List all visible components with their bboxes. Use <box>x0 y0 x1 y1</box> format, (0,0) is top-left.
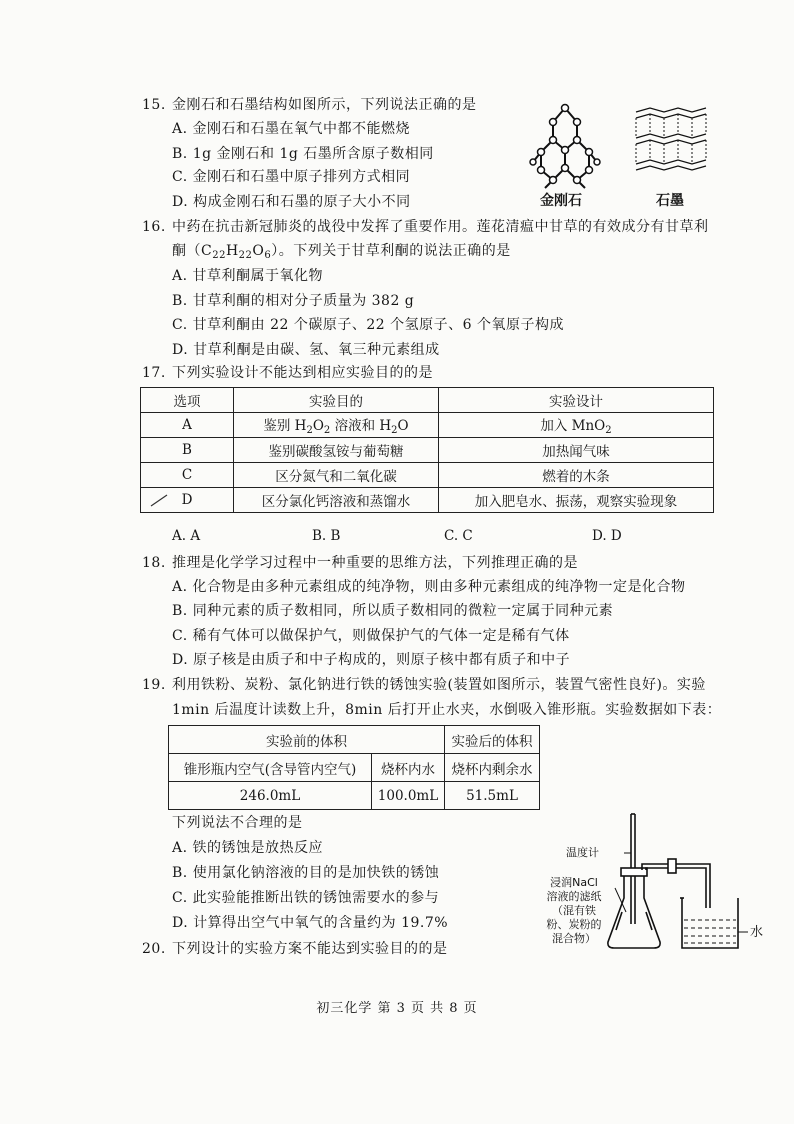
q16-sub-o: 6 <box>264 250 272 261</box>
page-footer: 初三化学 第 3 页 共 8 页 <box>316 1001 478 1016</box>
q18-option-a: A. 化合物是由多种元素组成的纯净物，则由多种元素组成的纯净物一定是化合物 <box>172 579 686 595</box>
row-b-aim: 鉴别碳酸氢铵与葡萄糖 <box>234 438 439 463</box>
q18-text: 推理是化学学习过程中一种重要的思维方法，下列推理正确的是 <box>172 555 578 571</box>
header-before: 实验前的体积 <box>169 726 445 754</box>
q16-stem-line1 <box>142 216 709 238</box>
q16-sub-c: 22 <box>212 250 226 261</box>
q16-text-line1: 中药在抗击新冠肺炎的战役中发挥了重要作用。莲花清瘟中甘草的有效成分有甘草利 <box>172 219 709 235</box>
q15-option-b: B. 1g 金刚石和 1g 石墨所含原子数相同 <box>172 146 434 162</box>
row-b-design: 加热闻气味 <box>439 438 714 463</box>
q19-option-d: D. 计算得出空气中氧气的含量约为 19.7% <box>172 915 449 931</box>
q20-number: 20. <box>142 941 166 957</box>
row-a-design: 加入 MnO$_2$ <box>439 413 714 438</box>
graphite-structure-figure <box>630 104 712 186</box>
graphite-label: 石墨 <box>656 193 684 209</box>
q15-number: 15. <box>142 97 166 113</box>
q17-table <box>140 387 714 513</box>
q15-option-d: D. 构成金刚石和石墨的原子大小不同 <box>172 194 411 210</box>
val-flask-air: 246.0mL <box>169 782 372 810</box>
q17-text: 下列实验设计不能达到相应实验目的的是 <box>172 365 433 381</box>
q16-number: 16. <box>142 219 166 235</box>
row-b-option: B <box>141 438 234 463</box>
table-row <box>141 463 714 488</box>
val-remaining-water: 51.5mL <box>445 782 540 810</box>
q16-stem-line2 <box>172 240 511 267</box>
q19-number: 19. <box>142 677 166 693</box>
header-aim: 实验目的 <box>234 388 439 413</box>
q19-option-b: B. 使用氯化钠溶液的目的是加快铁的锈蚀 <box>172 865 440 881</box>
q16-option-c: C. 甘草利酮由 22 个碳原子、22 个氢原子、6 个氧原子构成 <box>172 317 564 333</box>
col-remaining-water: 烧杯内剩余水 <box>445 754 540 782</box>
q16-formula-pre: 酮（C <box>172 243 213 259</box>
q18-number: 18. <box>142 555 166 571</box>
row-a-aim: 鉴别 $H_2O_2$ 溶液和 $H_2O$ <box>234 413 439 438</box>
label-water: 水 <box>750 925 764 940</box>
q19-option-c: C. 此实验能推断出铁的锈蚀需要水的参与 <box>172 890 440 906</box>
q18-stem <box>142 552 578 574</box>
q16-option-d: D. 甘草利酮是由碳、氢、氧三种元素组成 <box>172 342 440 358</box>
row-a-option: A <box>141 413 234 438</box>
header-after: 实验后的体积 <box>445 726 540 754</box>
label-thermometer: 温度计 <box>566 846 599 859</box>
label-filter-paper: 浸润NaCl 溶液的滤纸 （混有铁 粉、炭粉的 混合物） <box>546 876 602 945</box>
pen-mark-icon <box>149 492 169 508</box>
q19-stem-line1 <box>142 674 706 696</box>
table-row <box>141 488 714 513</box>
q16-sub-h: 22 <box>238 250 253 261</box>
row-d-aim: 区分氯化钙溶液和蒸馏水 <box>234 488 439 513</box>
q15-stem <box>142 94 477 116</box>
table-row <box>169 782 540 810</box>
q15-option-c: C. 金刚石和石墨中原子排列方式相同 <box>172 169 411 185</box>
q19-stem2: 下列说法不合理的是 <box>172 815 303 831</box>
val-beaker-water: 100.0mL <box>372 782 445 810</box>
table-row <box>169 754 540 782</box>
q20-stem <box>142 938 448 960</box>
table-row <box>141 413 714 438</box>
q20-text: 下列设计的实验方案不能达到实验目的的是 <box>172 941 448 957</box>
q17-choice-d: D. D <box>592 528 622 544</box>
col-flask-air: 锥形瓶内空气(含导管内空气) <box>169 754 372 782</box>
header-option: 选项 <box>141 388 234 413</box>
table-header-row <box>169 726 540 754</box>
q19-option-a: A. 铁的锈蚀是放热反应 <box>172 840 324 856</box>
q19-stem-line2: 1min 后温度计读数上升，8min 后打开止水夹，水倒吸入锥形瓶。实验数据如下表： <box>172 702 722 718</box>
q17-stem <box>142 362 433 384</box>
q16-formula-post: ）。下列关于甘草利酮的说法正确的是 <box>271 243 511 259</box>
q18-option-b: B. 同种元素的质子数相同，所以质子数相同的微粒一定属于同种元素 <box>172 603 614 619</box>
q18-option-c: C. 稀有气体可以做保护气，则做保护气的气体一定是稀有气体 <box>172 628 570 644</box>
row-d-option: D <box>141 488 234 513</box>
q16-formula-h: H <box>225 243 239 259</box>
diamond-label: 金刚石 <box>540 193 582 209</box>
q16-option-b: B. 甘草利酮的相对分子质量为 382 g <box>172 293 415 309</box>
rust-experiment-apparatus <box>600 812 750 962</box>
row-c-design: 燃着的木条 <box>439 463 714 488</box>
table-header-row <box>141 388 714 413</box>
q17-number: 17. <box>142 365 166 381</box>
q17-choice-b: B. B <box>312 528 341 544</box>
q16-option-a: A. 甘草利酮属于氧化物 <box>172 268 324 284</box>
q15-text: 金刚石和石墨结构如图所示，下列说法正确的是 <box>172 97 477 113</box>
table-row <box>141 438 714 463</box>
q19-table <box>168 725 540 810</box>
q19-text-line1: 利用铁粉、炭粉、氯化钠进行铁的锈蚀实验(装置如图所示，装置气密性良好)。实验 <box>172 677 706 693</box>
header-design: 实验设计 <box>439 388 714 413</box>
q17-choice-a: A. A <box>172 528 201 544</box>
row-d-design: 加入肥皂水、振荡，观察实验现象 <box>439 488 714 513</box>
q15-option-a: A. 金刚石和石墨在氧气中都不能燃烧 <box>172 121 411 137</box>
q17-choice-c: C. C <box>444 528 473 544</box>
row-c-aim: 区分氮气和二氧化碳 <box>234 463 439 488</box>
diamond-structure-figure <box>525 100 605 190</box>
q16-formula-o: O <box>252 243 265 259</box>
col-beaker-water: 烧杯内水 <box>372 754 445 782</box>
row-c-option: C <box>141 463 234 488</box>
q18-option-d: D. 原子核是由质子和中子构成的，则原子核中都有质子和中子 <box>172 652 571 668</box>
